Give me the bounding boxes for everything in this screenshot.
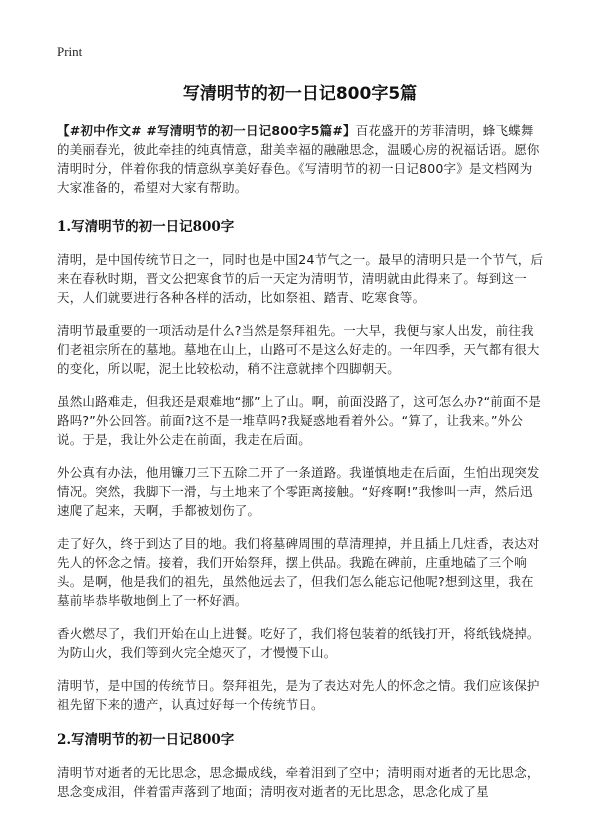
section-2: [57, 728, 545, 801]
section-1: [57, 215, 545, 714]
page-title: 写清明节的初一日记800字5篇: [182, 84, 418, 104]
intro-paragraph: [57, 121, 545, 197]
section-heading: 2.写清明节的初一日记800字: [57, 732, 235, 748]
article-body: [57, 121, 545, 815]
paragraph: 清明，是中国传统节日之一，同时也是中国24节气之一。最早的清明只是一个节气，后来在春秋时期，晋文公把寒食节的后一天定为清明节，清明就由此得来了。每到这一天，人们就要进行各种各样的活动，比如祭祖、踏青、吃寒食等。: [57, 252, 544, 305]
paragraph: 虽然山路难走，但我还是艰难地“挪”上了山。啊，前面没路了，这可怎么办?“前面不是路吗?”外公回答。前面?这不是一堆草吗?我疑惑地看着外公。“算了，让我来。”外公说。于是，我让外公走在前面，我走在后面。: [57, 394, 542, 447]
intro-text: 百花盛开的芳菲清明，蜂飞蝶舞的美丽春光，彼此牵挂的纯真情意，甜美幸福的融融思念，温暖心房的祝福话语。愿你清明时分，伴着你我的情意纵享美好春色。《写清明节的初一日记800字》是文档网为大家准备的，希望对大家有帮助。: [57, 123, 540, 195]
paragraph: 清明节对逝者的无比思念，思念撮成线，牵着泪到了空中；清明雨对逝者的无比思念，思念变成泪，伴着雷声落到了地面；清明夜对逝者的无比思念，思念化成了星: [57, 765, 540, 799]
paragraph: 清明节最重要的一项活动是什么?当然是祭拜祖先。一大早，我便与家人出发，前往我们老祖宗所在的墓地。墓地在山上，山路可不是这么好走的。一年四季，天气都有很大的变化，所以呢，泥土比较松动，稍不注意就摔个四脚朝天。: [57, 323, 540, 376]
paragraph: 外公真有办法，他用镰刀三下五除二开了一条道路。我谨慎地走在后面，生怕出现突发情况。突然，我脚下一滑，与土地来了个零距离接触。“好疼啊!”我惨叫一声，然后迅速爬了起来，天啊，手都被划伤了。: [57, 465, 540, 518]
paragraph: 走了好久，终于到达了目的地。我们将墓碑周围的草清理掉，并且插上几炷香，表达对先人的怀念之情。接着，我们开始祭拜，摆上供品。我跪在碑前，庄重地磕了三个响头。是啊，他是我们的祖先，虽然他远去了，但我们怎么能忘记他呢?想到这里，我在墓前毕恭毕敬地倒上了一杯好酒。: [57, 536, 540, 608]
print-link[interactable]: Print: [57, 44, 83, 59]
paragraph: 香火燃尽了，我们开始在山上进餐。吃好了，我们将包装着的纸钱打开，将纸钱烧掉。为防山火，我们等到火完全熄灭了，才慢慢下山。: [57, 626, 540, 660]
intro-tag: 【#初中作文# #写清明节的初一日记800字5篇#】: [57, 123, 356, 138]
paragraph: 清明节，是中国的传统节日。祭拜祖先，是为了表达对先人的怀念之情。我们应该保护祖先留下来的遗产，认真过好每一个传统节日。: [57, 678, 540, 712]
section-heading: 1.写清明节的初一日记800字: [57, 219, 235, 235]
